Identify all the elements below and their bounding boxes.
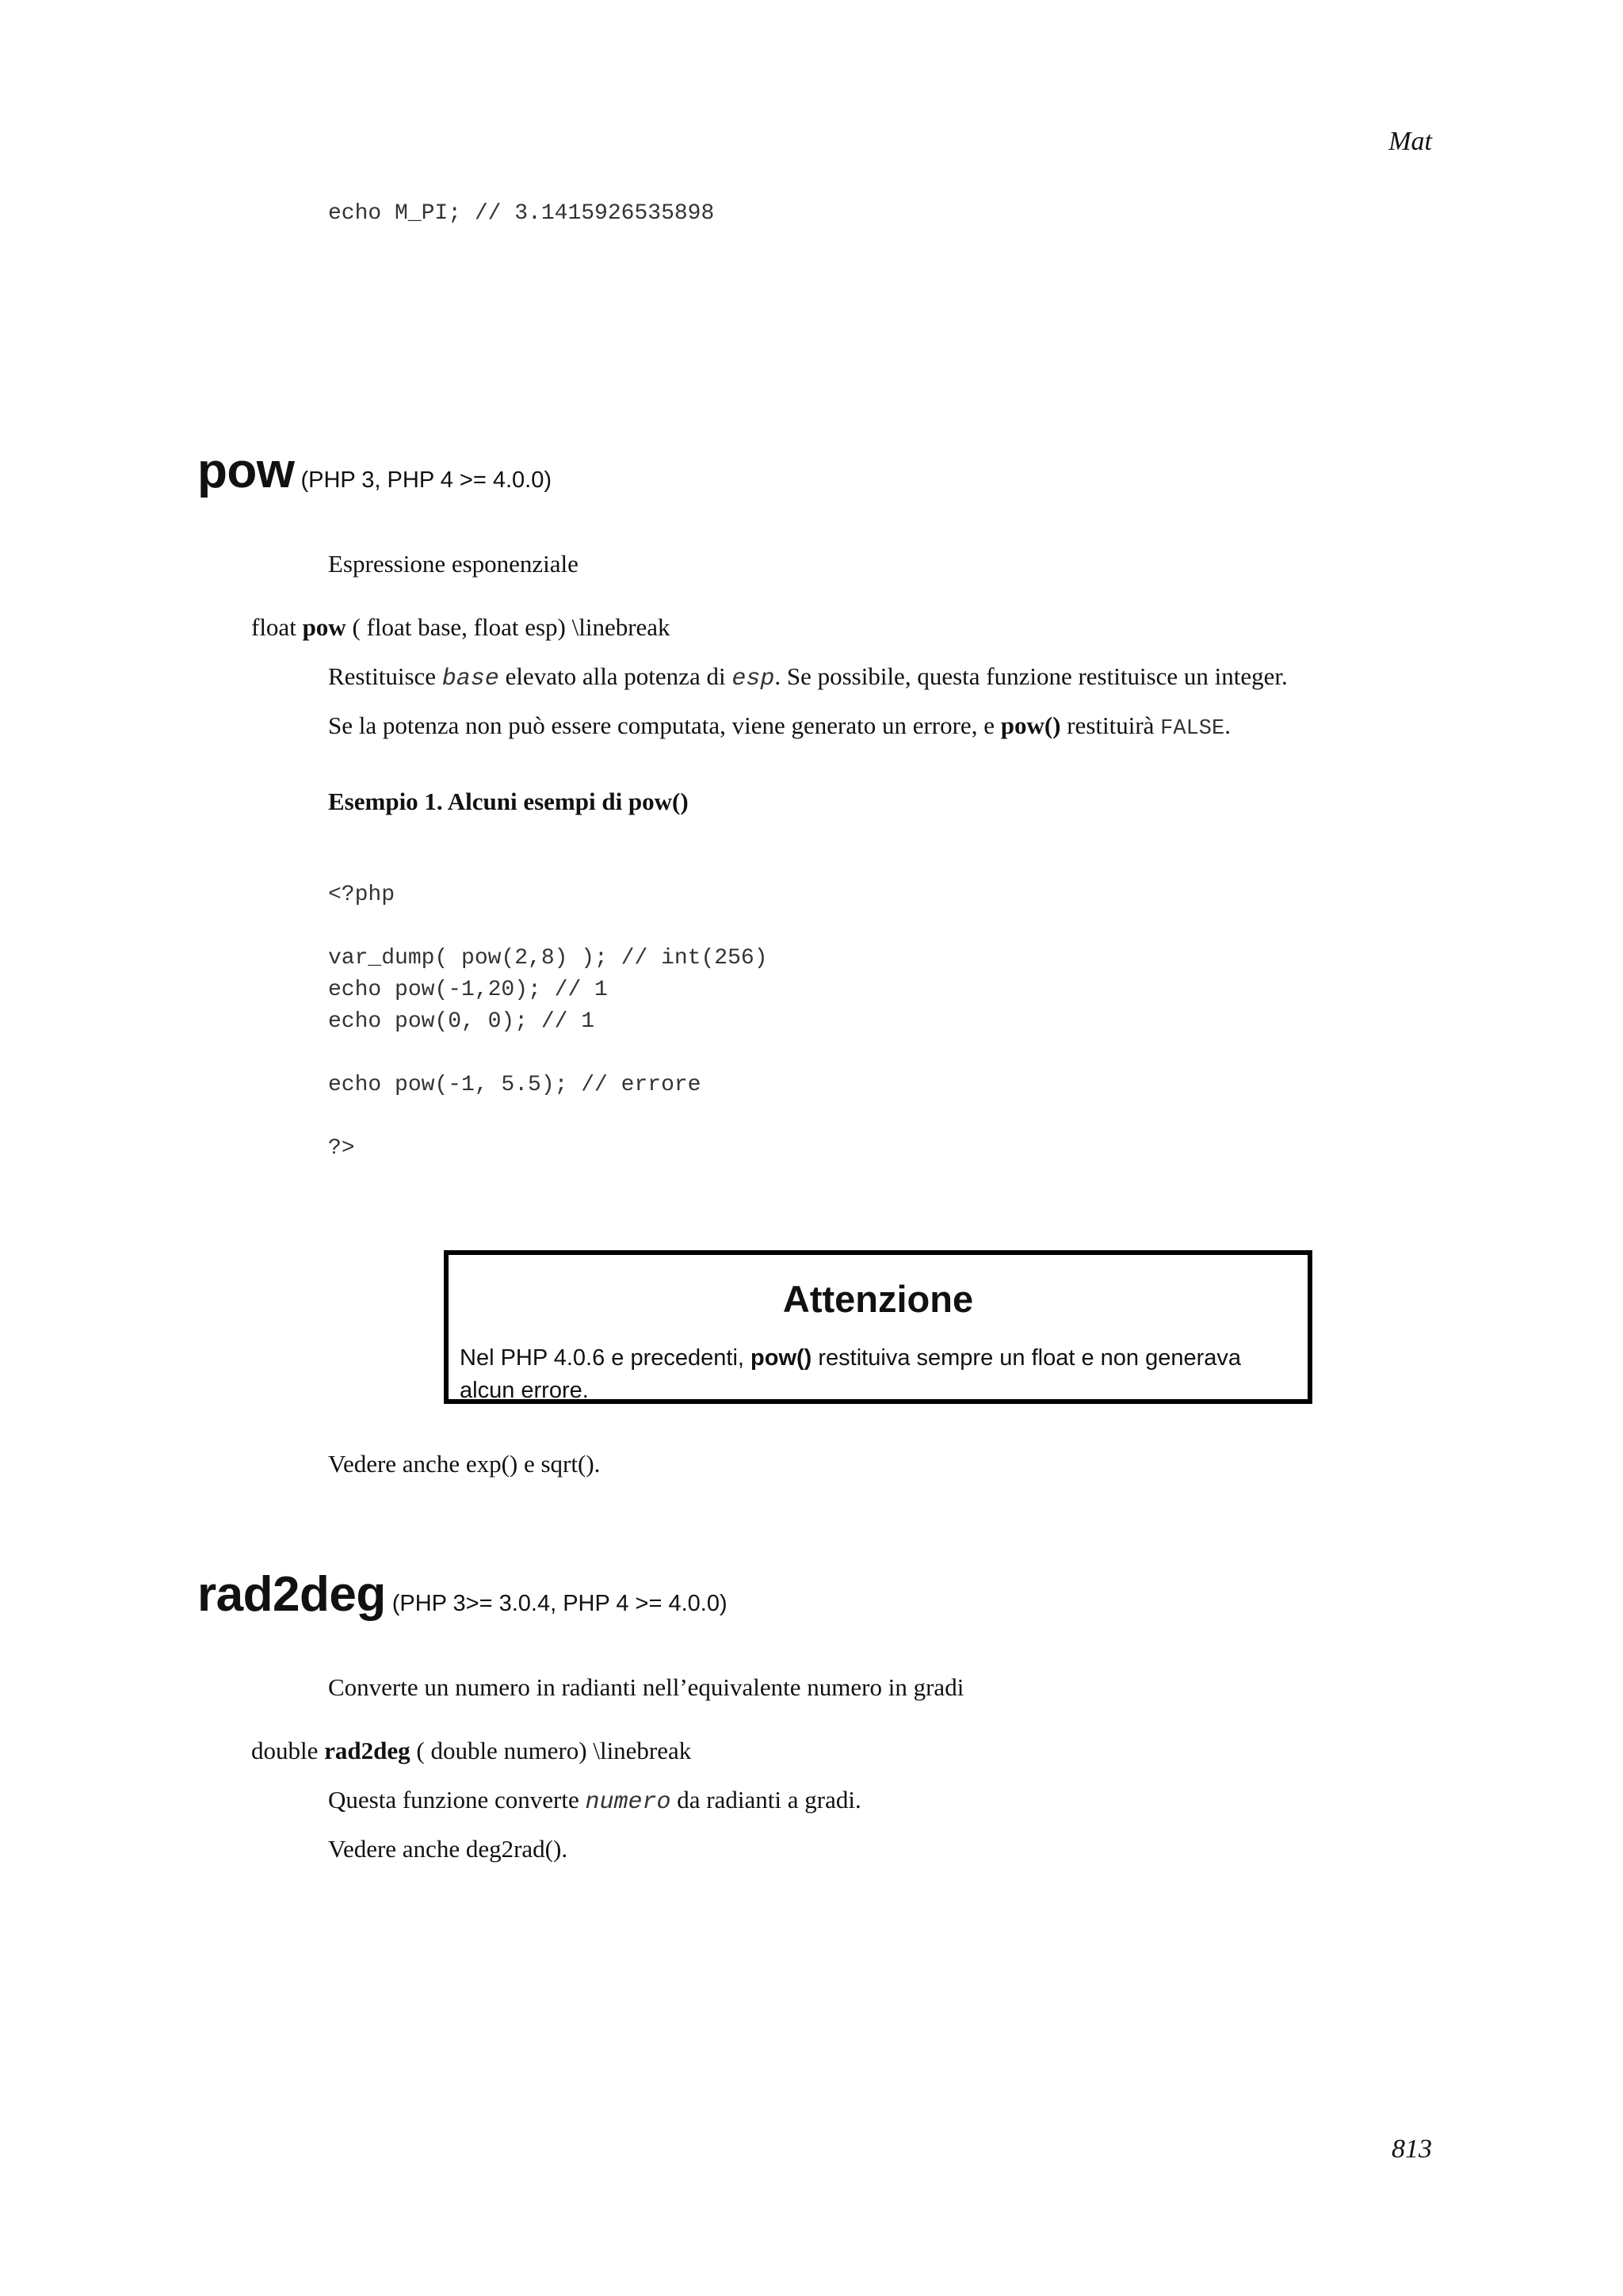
text-segment: Se la potenza non può essere computata, viene generato un errore, e <box>328 711 1001 739</box>
parameter-name: base <box>441 666 499 692</box>
function-version: (PHP 3>= 3.0.4, PHP 4 >= 4.0.0) <box>391 1591 727 1616</box>
synopsis-params: ( double numero) \linebreak <box>416 1737 692 1764</box>
function-name: pow <box>197 444 295 498</box>
description-paragraph-1 <box>328 661 1288 695</box>
example-code-line-1: <?php <box>328 883 395 907</box>
return-type: double <box>251 1737 319 1764</box>
description-paragraph-2 <box>328 710 1231 745</box>
example-code-line-4: echo pow(0, 0); // 1 <box>328 1009 595 1034</box>
example-code-line-3: echo pow(-1,20); // 1 <box>328 978 608 1002</box>
function-reference: pow() <box>750 1345 812 1371</box>
parameter-name: numero <box>585 1789 671 1816</box>
function-title-pow <box>197 444 552 508</box>
function-title-rad2deg <box>197 1567 727 1631</box>
text-segment: elevato alla potenza di <box>498 662 732 690</box>
text-segment: Nel PHP 4.0.6 e precedenti, <box>460 1345 751 1371</box>
example-code-line-2: var_dump( pow(2,8) ); // int(256) <box>328 946 768 971</box>
text-segment: . <box>1224 711 1231 739</box>
function-synopsis-pow <box>251 612 670 643</box>
code-line-m-pi: echo M_PI; // 3.1415926535898 <box>328 201 715 226</box>
synopsis-function-name: rad2deg <box>324 1737 411 1764</box>
see-also-pow: Vedere anche exp() e sqrt(). <box>328 1450 601 1478</box>
example-code-line-6: ?> <box>328 1136 355 1161</box>
see-also-rad2deg: Vedere anche deg2rad(). <box>328 1835 568 1863</box>
description-rad2deg <box>328 1784 861 1818</box>
warning-title: Attenzione <box>782 1278 974 1320</box>
parameter-name: esp <box>731 666 775 692</box>
page-number: 813 <box>1392 2134 1432 2164</box>
function-version: (PHP 3, PHP 4 >= 4.0.0) <box>300 467 552 493</box>
synopsis-function-name: pow <box>302 613 346 641</box>
text-segment: Questa funzione converte <box>328 1786 586 1814</box>
function-summary-pow: Espressione esponenziale <box>328 550 579 578</box>
running-head: Mat <box>1388 127 1432 156</box>
function-name: rad2deg <box>197 1567 386 1622</box>
text-segment: restituirà <box>1060 711 1161 739</box>
return-type: float <box>251 613 296 641</box>
example-code-line-5: echo pow(-1, 5.5); // errore <box>328 1073 701 1097</box>
warning-text <box>460 1342 1300 1407</box>
function-reference: pow() <box>1000 711 1061 739</box>
text-segment: . Se possibile, questa funzione restituisce un integer. <box>774 662 1288 690</box>
text-segment: da radianti a gradi. <box>670 1786 861 1814</box>
text-segment: restituiva sempre un float e non generava alcun errore. <box>460 1345 1241 1403</box>
function-synopsis-rad2deg <box>251 1735 691 1767</box>
constant-name: FALSE <box>1160 717 1225 741</box>
synopsis-params: ( float base, float esp) \linebreak <box>352 613 670 641</box>
function-summary-rad2deg: Converte un numero in radianti nell’equivalente numero in gradi <box>328 1673 964 1701</box>
text-segment: Restituisce <box>328 662 442 690</box>
warning-box <box>444 1250 1312 1404</box>
example-title: Esempio 1. Alcuni esempi di pow() <box>328 788 689 815</box>
